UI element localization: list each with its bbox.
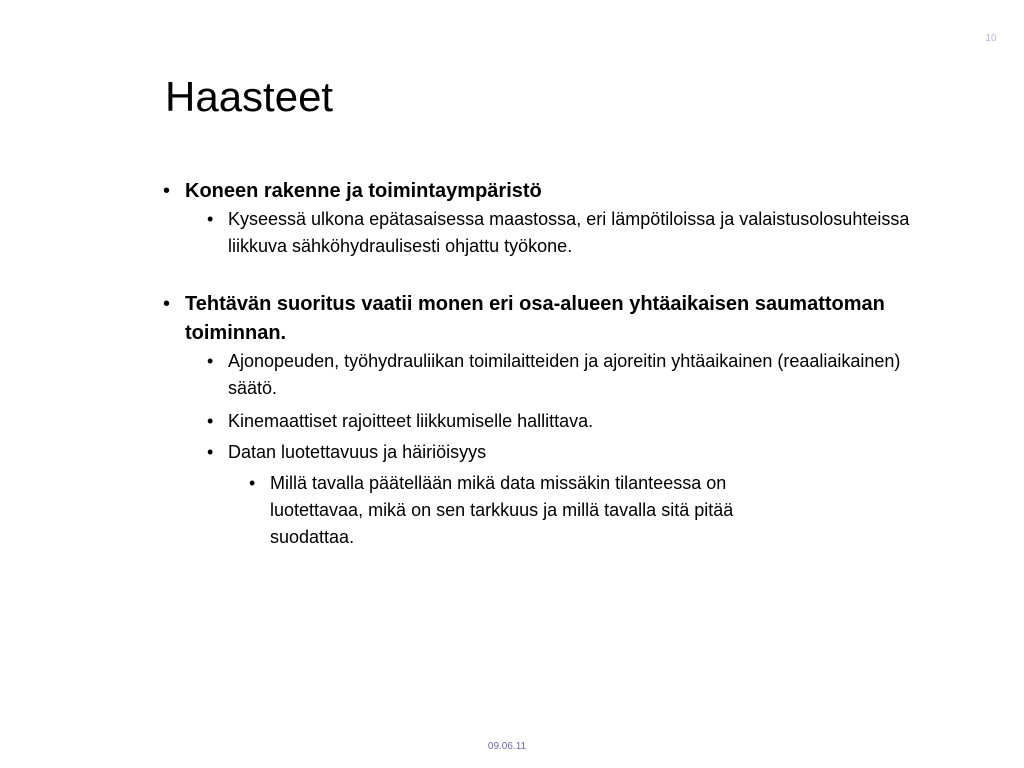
bullet-icon: • [207,442,214,462]
sub-bullet-item [163,408,953,435]
bullet-item [163,177,953,206]
bullet-item [163,290,953,348]
sub-sub-bullet-item [163,470,750,551]
bullet-icon: • [249,473,256,493]
bullet-text: Koneen rakenne ja toimintaympäristö [185,180,542,202]
bullet-text: Datan luotettavuus ja häiriöisyys [228,442,487,462]
bullet-text: Tehtävän suoritus vaatii monen eri osa-alueen yhtäaikaisen saumattoman toiminnan. [185,293,885,344]
bullet-icon: • [163,293,171,315]
bullet-icon: • [207,411,214,431]
bullet-text: Kyseessä ulkona epätasaisessa maastossa, eri lämpötiloissa ja valaistusolosuhteissa liikkuva sähköhydraulisesti ohjattu työkone. [228,209,910,256]
slide-number: 10 [985,33,997,44]
bullet-text: Millä tavalla päätellään mikä data missäkin tilanteessa on luotettavaa, mikä on sen tarkkuus ja millä tavalla sitä pitää suodattaa. [270,473,734,547]
slide-title: Haasteet [165,73,334,120]
bullet-text: Ajonopeuden, työhydrauliikan toimilaitteiden ja ajoreitin yhtäaikainen (reaaliaikainen) säätö. [228,351,901,398]
sub-bullet-item [163,439,953,466]
sub-bullet-item [163,206,953,260]
footer-date: 09.06.11 [487,741,527,752]
bullet-icon: • [163,180,171,202]
bullet-list [163,177,953,551]
bullet-text: Kinemaattiset rajoitteet liikkumiselle hallittava. [228,411,594,431]
bullet-icon: • [207,209,214,229]
bullet-icon: • [207,351,214,371]
sub-bullet-item [163,348,953,402]
